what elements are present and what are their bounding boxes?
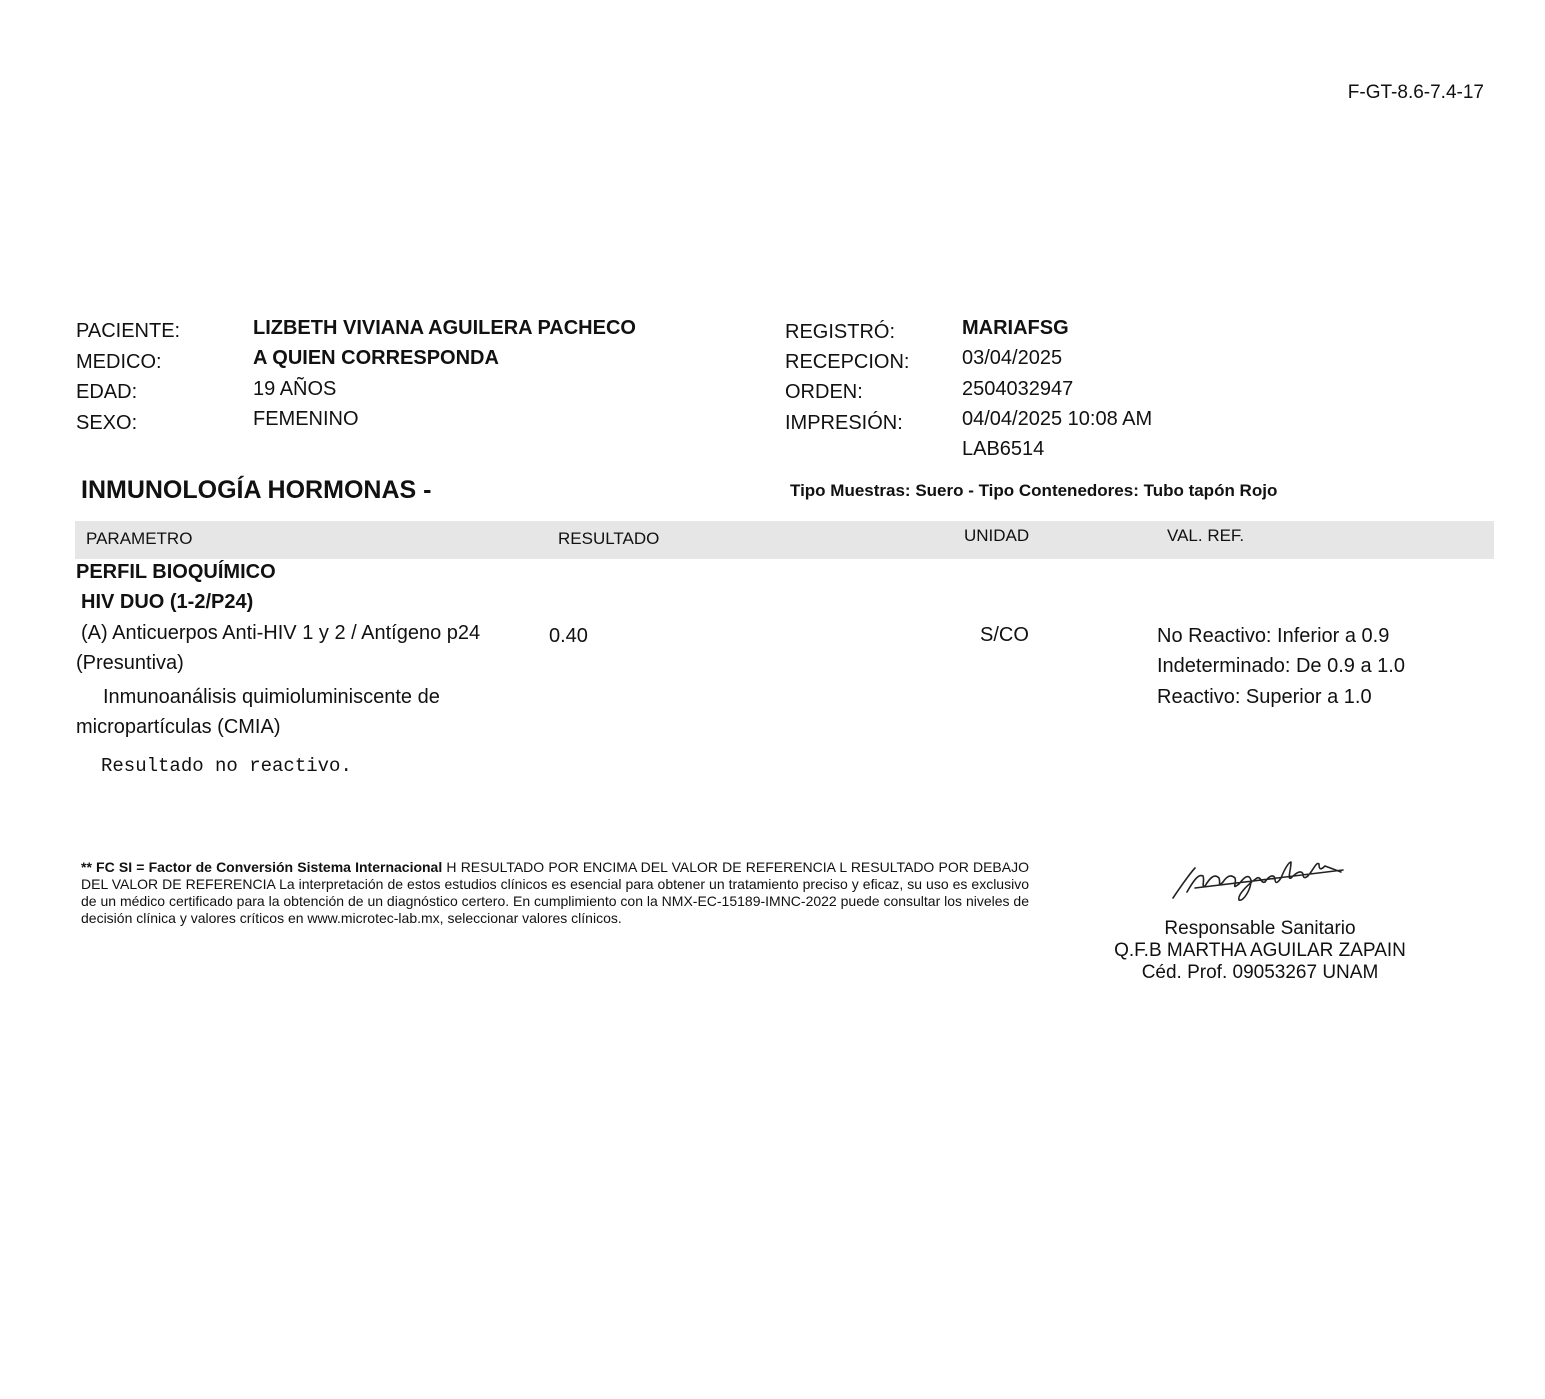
method-line-2: micropartículas (CMIA)	[76, 716, 281, 738]
signature-name: Q.F.B MARTHA AGUILAR ZAPAIN	[1114, 940, 1406, 961]
sexo-label: SEXO:	[76, 412, 138, 434]
sexo-value: FEMENINO	[253, 408, 359, 430]
registro-value: MARIAFSG	[962, 317, 1069, 339]
result-value: 0.40	[549, 625, 588, 647]
ref-line-2: Indeterminado: De 0.9 a 1.0	[1157, 655, 1405, 677]
impresion-value: 04/04/2025 10:08 AM	[962, 408, 1153, 430]
section-title: INMUNOLOGÍA HORMONAS -	[81, 476, 432, 504]
header-parametro: PARAMETRO	[86, 529, 193, 548]
impresion-label: IMPRESIÓN:	[785, 412, 903, 434]
footnote-text: H RESULTADO POR ENCIMA DEL VALOR DE REFERENCIA L RESULTADO POR DEBAJO DEL VALOR DE REFERENCIA La interpretación de estos estudios clínicos es esencial para obtener un tratamiento preciso y eficaz, su uso es exclusivo de un médico certificado para la obtención de un diagnóstico certero. En cumplimiento con la NMX-EC-15189-IMNC-2022 puede consultar los niveles de decisión clínica y valores críticos en www.microtec-lab.mx, seleccionar valores clínicos.	[81, 859, 1029, 926]
parameter-line-2: (Presuntiva)	[76, 652, 184, 674]
paciente-label: PACIENTE:	[76, 320, 181, 342]
sample-info: Tipo Muestras: Suero - Tipo Contenedores: Tubo tapón Rojo	[790, 481, 1278, 500]
medico-label: MEDICO:	[76, 351, 162, 373]
signature-cedula: Céd. Prof. 09053267 UNAM	[1141, 962, 1379, 983]
edad-label: EDAD:	[76, 381, 138, 403]
ref-line-3: Reactivo: Superior a 1.0	[1157, 686, 1372, 708]
footnote-bold: ** FC SI = Factor de Conversión Sistema Internacional	[81, 859, 443, 875]
ref-line-1: No Reactivo: Inferior a 0.9	[1157, 625, 1390, 647]
registro-label: REGISTRÓ:	[785, 321, 896, 343]
form-code: F-GT-8.6-7.4-17	[1347, 82, 1484, 103]
unit-value: S/CO	[980, 624, 1029, 646]
footnote	[81, 859, 1029, 927]
medico-value: A QUIEN CORRESPONDA	[253, 347, 499, 369]
header-resultado: RESULTADO	[558, 529, 660, 548]
result-comment: Resultado no reactivo.	[101, 755, 352, 777]
signature-block	[1090, 918, 1430, 984]
handwritten-signature	[1165, 840, 1355, 910]
parameter-line-1: (A) Anticuerpos Anti-HIV 1 y 2 / Antígeno p24	[81, 622, 481, 644]
paciente-value: LIZBETH VIVIANA AGUILERA PACHECO	[253, 317, 636, 339]
lab-code: LAB6514	[962, 438, 1045, 460]
header-unidad: UNIDAD	[964, 526, 1030, 545]
signature-role: Responsable Sanitario	[1164, 918, 1356, 939]
table-header	[75, 521, 1494, 559]
test-name: HIV DUO (1-2/P24)	[81, 591, 254, 613]
edad-value: 19 AÑOS	[253, 378, 337, 400]
orden-label: ORDEN:	[785, 381, 863, 403]
header-val-ref: VAL. REF.	[1167, 526, 1245, 545]
method-line-1: Inmunoanálisis quimioluminiscente de	[103, 686, 440, 708]
recepcion-value: 03/04/2025	[962, 347, 1063, 369]
orden-value: 2504032947	[962, 378, 1074, 400]
group-title: PERFIL BIOQUÍMICO	[76, 561, 276, 583]
recepcion-label: RECEPCION:	[785, 351, 910, 373]
